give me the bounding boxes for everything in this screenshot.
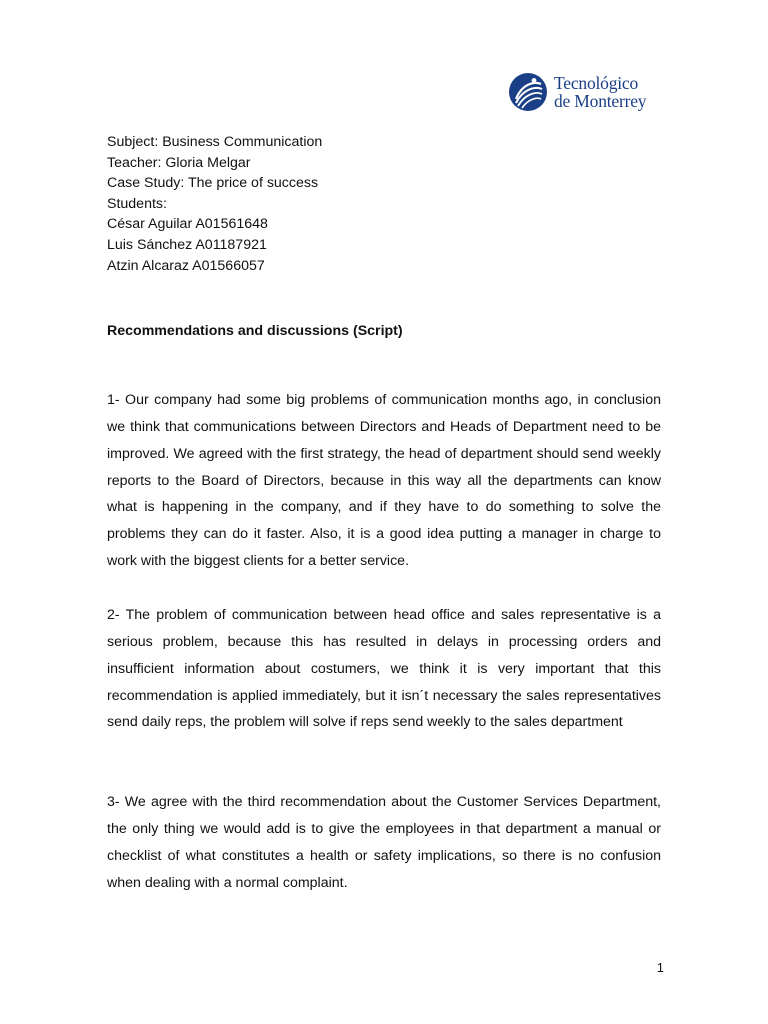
student-item: Luis Sánchez A01187921 xyxy=(107,236,267,253)
body-paragraph-1: 1- Our company had some big problems of communication months ago, in conclusion we think that communications between Directors and Heads of Department need to be improved. We agreed with the first strategy, the head of department should send weekly reports to the Board of Directors, because in this way all the departments can know what is happening in the company, and if they have to do something to solve the problems they can do it faster. Also, it is a good idea putting a manager in charge to work with the biggest clients for a better service. xyxy=(107,392,661,569)
institution-logo xyxy=(508,70,668,114)
case-study-line: Case Study: The price of success xyxy=(107,175,319,192)
body-paragraph-2: 2- The problem of communication between head office and sales representative is a serious problem, because this has resulted in delays in processing orders and insufficient information about costumers, we think it is very important that this recommendation is applied immediately, but it isn´t necessary the sales representatives send daily reps, the problem will solve if reps send weekly to the sales department xyxy=(107,607,661,731)
logo-line-1: Tecnológico xyxy=(554,73,639,93)
tec-monterrey-emblem-icon xyxy=(508,72,548,112)
student-item: Atzin Alcaraz A01566057 xyxy=(107,257,265,274)
subject-line: Subject: Business Communication xyxy=(107,134,323,150)
section-title: Recommendations and discussions (Script) xyxy=(107,323,403,339)
student-item: César Aguilar A01561648 xyxy=(107,216,268,233)
logo-wordmark xyxy=(554,74,646,110)
document-header xyxy=(107,132,667,276)
logo-line-2: de Monterrey xyxy=(554,91,647,111)
page-number: 1 xyxy=(656,960,664,975)
students-label: Students: xyxy=(107,195,167,212)
body-paragraph-3: 3- We agree with the third recommendation about the Customer Services Department, the only thing we would add is to give the employees in that department a manual or checklist of what constitutes a health or safety implications, so there is no confusion when dealing with a normal complaint. xyxy=(107,794,661,891)
teacher-line: Teacher: Gloria Melgar xyxy=(107,154,251,171)
